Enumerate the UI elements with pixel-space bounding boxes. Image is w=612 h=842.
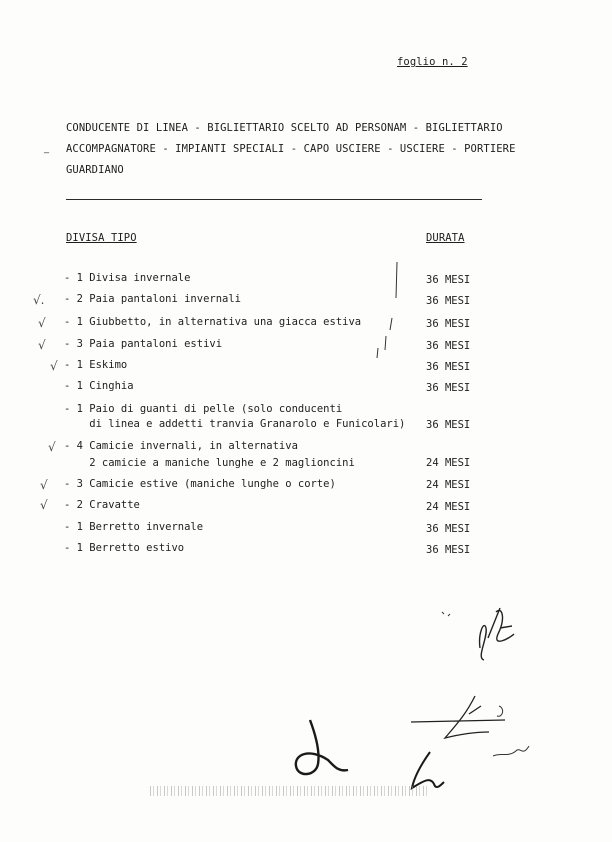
duration-value: 36 MESI: [426, 274, 471, 286]
list-item: - 1 Divisa invernale: [64, 272, 191, 284]
heading-line-1: CONDUCENTE DI LINEA - BIGLIETTARIO SCELTO AD PERSONAM - BIGLIETTARIO: [66, 122, 503, 134]
check-mark-icon: √: [50, 359, 58, 373]
list-item-continuation: di linea e addetti tranvia Granarolo e Funicolari): [64, 418, 406, 430]
list-item: - 1 Paio di guanti di pelle (solo conducenti: [64, 403, 343, 415]
list-item: - 1 Berretto invernale: [64, 521, 204, 533]
duration-value: 36 MESI: [426, 419, 471, 431]
duration-value: 36 MESI: [426, 340, 471, 352]
list-item: - 1 Cinghia: [64, 380, 134, 392]
dash-mark-icon: _: [44, 143, 49, 154]
page-number: foglio n. 2: [397, 56, 468, 68]
duration-value: 36 MESI: [426, 544, 471, 556]
list-item: - 4 Camicie invernali, in alternativa: [64, 440, 298, 452]
column-header-item: DIVISA TIPO: [66, 232, 137, 244]
check-mark-icon: √: [40, 498, 48, 512]
list-item: - 3 Paia pantaloni estivi: [64, 338, 223, 350]
list-item: - 1 Giubbetto, in alternativa una giacca estiva: [64, 316, 362, 328]
check-mark-icon: √.: [33, 293, 45, 307]
check-mark-icon: √: [48, 440, 56, 454]
duration-value: 36 MESI: [426, 382, 471, 394]
list-item: - 3 Camicie estive (maniche lunghe o corte): [64, 478, 336, 490]
list-item-continuation: 2 camicie a maniche lunghe e 2 maglioncini: [64, 457, 355, 469]
duration-value: 36 MESI: [426, 318, 471, 330]
check-mark-icon: √: [40, 478, 48, 492]
duration-value: 24 MESI: [426, 501, 471, 513]
signature-icon: [440, 598, 530, 668]
scan-artifact: [150, 786, 430, 796]
signature-icon: [288, 716, 358, 786]
duration-value: 36 MESI: [426, 523, 471, 535]
duration-value: 36 MESI: [426, 361, 471, 373]
heading-line-2: ACCOMPAGNATORE - IMPIANTI SPECIALI - CAPO USCIERE - USCIERE - PORTIERE: [66, 143, 516, 155]
list-item: - 1 Berretto estivo: [64, 542, 185, 554]
check-mark-icon: √: [38, 338, 46, 352]
heading-divider: [66, 199, 482, 200]
list-item: - 2 Cravatte: [64, 499, 140, 511]
pen-stroke-icon: [360, 258, 410, 368]
check-mark-icon: √: [38, 316, 46, 330]
heading-line-3: GUARDIANO: [66, 164, 124, 176]
list-item: - 2 Paia pantaloni invernali: [64, 293, 242, 305]
duration-value: 36 MESI: [426, 295, 471, 307]
duration-value: 24 MESI: [426, 479, 471, 491]
list-item: - 1 Eskimo: [64, 359, 128, 371]
duration-value: 24 MESI: [426, 457, 471, 469]
column-header-duration: DURATA: [426, 232, 465, 244]
